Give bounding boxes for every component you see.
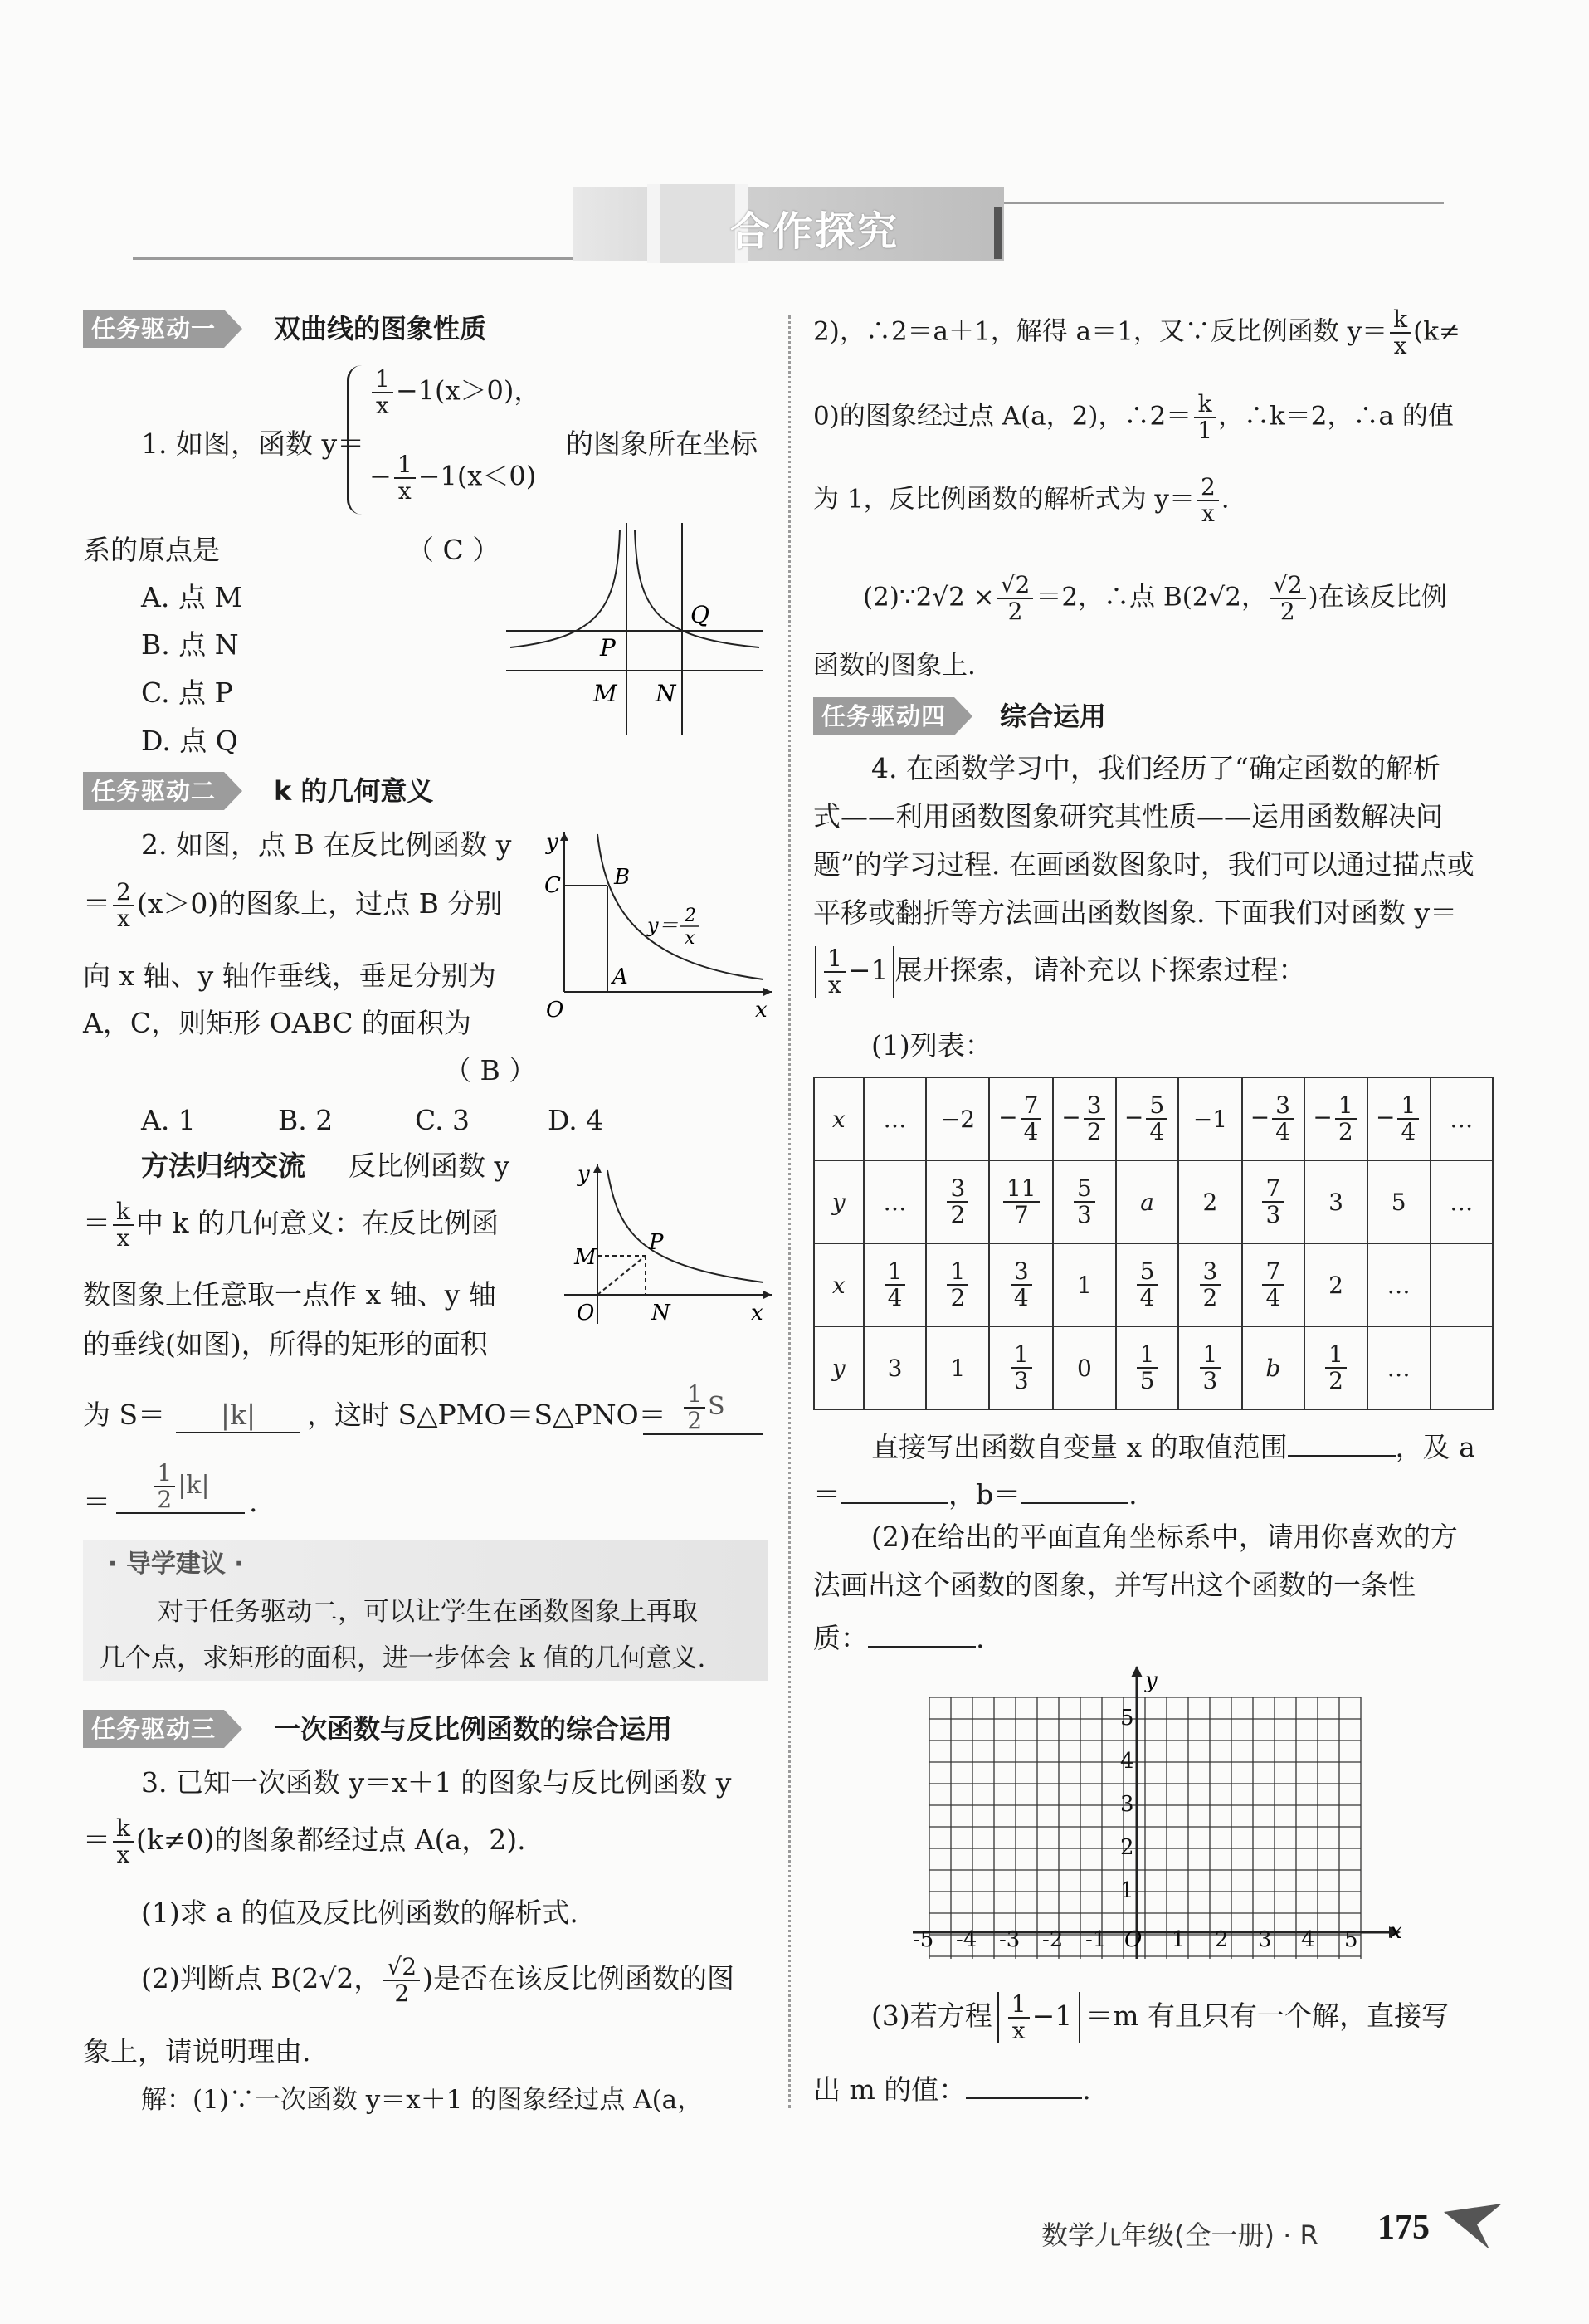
piece1: $\frac{1}{x}$ −1(x＞0)， <box>369 367 540 418</box>
table-cell <box>1431 1326 1494 1409</box>
q1-option-d: D. 点 Q <box>141 725 238 757</box>
q1-fig-q: Q <box>690 601 709 628</box>
q4-part2-line3: 质： . <box>813 1622 985 1654</box>
grid-x-tick: 2 <box>1215 1927 1229 1952</box>
q2-option-d: D. 4 <box>548 1104 604 1136</box>
q2-option-b: B. 2 <box>278 1104 334 1136</box>
sol-line2: 0)的图象经过点 A(a，2)，∴2＝ $\frac{k}{1}$ ，∴k＝2，∴a 的值 <box>813 390 1454 444</box>
q1-fig-m: M <box>593 680 617 707</box>
q1-fig-n: N <box>656 680 676 707</box>
grid-y-tick: 2 <box>1120 1835 1134 1860</box>
table-cell: 5 <box>1367 1160 1431 1243</box>
table-cell: … <box>864 1077 927 1160</box>
footer-arrow-icon <box>1444 2204 1502 2253</box>
q2-fig-eq-num: 2 <box>685 906 696 926</box>
task3-tag: 任务驱动三 <box>83 1710 224 1748</box>
q4-line5: $\frac{1}{x}$ −1 展开探索，请补充以下探索过程： <box>815 946 1305 998</box>
grid-y-tick: 1 <box>1120 1878 1134 1903</box>
grid-y-tick: 3 <box>1120 1792 1134 1817</box>
q4-line2: 式——利用函数图象研究其性质——运用函数解决问 <box>813 800 1443 832</box>
sol-line4: (2)∵2√2 × $\frac{√2}{2}$ ＝2，∴点 B(2√2， $\frac{√2}{2}$ )在该反比例 <box>863 571 1447 625</box>
task3-title: 一次函数与反比例函数的综合运用 <box>274 1713 673 1745</box>
q2-fig-o: O <box>546 998 564 1023</box>
table-cell: − $\frac{7}{4}$ <box>989 1077 1053 1160</box>
table-cell: x <box>814 1243 864 1326</box>
q1-option-a: A. 点 M <box>141 581 243 613</box>
table-cell: $\frac{5}{4}$ <box>1116 1243 1179 1326</box>
q4-after-table-1: 直接写出函数自变量 x 的取值范围 ，及 a <box>871 1431 1475 1463</box>
q2-line2: ＝ $\frac{2}{x}$ (x＞0)的图象上，过点 B 分别 <box>83 878 503 932</box>
table-cell: … <box>1367 1243 1431 1326</box>
q4-line3: 题”的学习过程. 在画函数图象时，我们可以通过描点或 <box>813 848 1474 881</box>
q2-line1: 2. 如图，点 B 在反比例函数 y <box>141 828 512 861</box>
q1-post: 的图象所在坐标 <box>566 427 758 460</box>
method-fig-p: P <box>649 1230 664 1255</box>
sol-line3: 为 1，反比例函数的解析式为 y＝ $\frac{2}{x}$ . <box>813 473 1230 527</box>
table-cell: x <box>814 1077 864 1160</box>
table-cell: $\frac{1}{5}$ <box>1116 1326 1179 1409</box>
method-fig-o: O <box>577 1301 595 1326</box>
grid-x-tick: -4 <box>956 1927 977 1952</box>
area-mid: ，这时 S△PMO＝S△PNO＝ <box>307 1399 666 1431</box>
table-cell <box>1431 1243 1494 1326</box>
q4-part2-line2: 法画出这个函数的图象，并写出这个函数的一条性 <box>813 1569 1416 1601</box>
table-row <box>814 1077 1493 1160</box>
table-cell: … <box>1431 1077 1494 1160</box>
q2-fig-eq: y＝ <box>647 914 679 937</box>
footer-page-number: 175 <box>1377 2209 1430 2247</box>
table-cell: … <box>864 1160 927 1243</box>
q3-line1: 3. 已知一次函数 y＝x＋1 的图象与反比例函数 y <box>141 1766 732 1799</box>
table-cell: −1 <box>1178 1077 1241 1160</box>
method-figure <box>539 1158 776 1332</box>
table-cell: 0 <box>1053 1326 1116 1409</box>
q2-figure <box>539 826 776 1025</box>
area-blank2: $\frac{1}{2}$ S <box>643 1382 763 1435</box>
table-cell: b <box>1242 1326 1305 1409</box>
table-cell: $\frac{1}{2}$ <box>1304 1326 1367 1409</box>
table-cell: $\frac{11}{7}$ <box>989 1160 1053 1243</box>
guide-title: · 导学建议 · <box>108 1550 244 1579</box>
q2-fig-x: x <box>755 998 768 1023</box>
q1-fig-p: P <box>600 634 616 662</box>
table-cell: 3 <box>1304 1160 1367 1243</box>
table-cell: a <box>1116 1160 1179 1243</box>
grid-x-tick: -3 <box>999 1927 1021 1952</box>
table-cell: $\frac{1}{2}$ <box>926 1243 989 1326</box>
q4-part3-line2: 出 m 的值： . <box>813 2073 1091 2106</box>
table-row <box>814 1160 1493 1243</box>
q2-answer: （ B ） <box>444 1054 537 1086</box>
table-cell: … <box>1431 1160 1494 1243</box>
q2-fig-b: B <box>614 865 631 890</box>
task2-title: k 的几何意义 <box>274 775 434 807</box>
table-cell: $\frac{3}{2}$ <box>1178 1243 1241 1326</box>
table-cell: 1 <box>1053 1243 1116 1326</box>
method-line4: 的垂线(如图)，所得的矩形的面积 <box>83 1328 488 1360</box>
coordinate-grid <box>913 1664 1402 1963</box>
grid-x-tick: -1 <box>1085 1927 1107 1952</box>
table-cell: − $\frac{1}{2}$ <box>1304 1077 1367 1160</box>
table-cell: $\frac{5}{3}$ <box>1053 1160 1116 1243</box>
grid-y-tick: 5 <box>1120 1706 1134 1731</box>
table-cell: $\frac{1}{3}$ <box>989 1326 1053 1409</box>
q4-part3-line1: (3)若方程 $\frac{1}{x}$ −1 ＝m 有且只有一个解，直接写 <box>871 1990 1450 2044</box>
banner-bar <box>994 208 1002 259</box>
table-cell: − $\frac{5}{4}$ <box>1116 1077 1179 1160</box>
q1-line2: 系的原点是 <box>83 534 220 566</box>
table-cell: 3 <box>864 1326 927 1409</box>
method-fig-x: x <box>751 1301 763 1326</box>
q2-line3: 向 x 轴、y 轴作垂线，垂足分别为 <box>83 959 496 992</box>
method-line1: 反比例函数 y <box>349 1150 510 1182</box>
method-title: 方法归纳交流 <box>141 1150 305 1182</box>
method-fig-n: N <box>651 1301 670 1326</box>
table-cell: − $\frac{3}{4}$ <box>1242 1077 1305 1160</box>
q1-option-b: B. 点 N <box>141 628 239 661</box>
q4-line4: 平移或翻折等方法画出函数图象. 下面我们对函数 y＝ <box>813 896 1458 929</box>
column-divider <box>788 315 791 2108</box>
task4-title: 综合运用 <box>1000 701 1107 732</box>
q2-fig-a: A <box>612 964 628 989</box>
q2-option-a: A. 1 <box>141 1104 196 1136</box>
q4-line1: 4. 在函数学习中，我们经历了“确定函数的解析 <box>871 752 1440 784</box>
table-cell: 2 <box>1178 1160 1241 1243</box>
q1-answer: （ C ） <box>407 534 500 566</box>
task2-tag: 任务驱动二 <box>83 772 224 810</box>
guide-line2: 几个点，求矩形的面积，进一步体会 k 值的几何意义. <box>100 1643 706 1673</box>
q2-line4: A，C，则矩形 OABC 的面积为 <box>83 1007 472 1039</box>
table-cell: −2 <box>926 1077 989 1160</box>
task1-title: 双曲线的图象性质 <box>274 313 487 344</box>
piece2: − $\frac{1}{x}$ −1(x＜0) <box>369 451 537 505</box>
method-line2: ＝ $\frac{k}{x}$ 中 k 的几何意义：在反比例函 <box>83 1198 499 1252</box>
grid-x-label: x <box>1390 1919 1402 1944</box>
table-cell: $\frac{3}{4}$ <box>989 1243 1053 1326</box>
area-period: . <box>249 1486 258 1518</box>
table-cell: $\frac{3}{2}$ <box>926 1160 989 1243</box>
task1-tag: 任务驱动一 <box>83 310 224 348</box>
table-cell: − $\frac{1}{4}$ <box>1367 1077 1431 1160</box>
sol-line1: 2)，∴2＝a＋1，解得 a＝1，又∵反比例函数 y＝ $\frac{k}{x}$ (k≠ <box>813 305 1460 359</box>
table-cell: … <box>1367 1326 1431 1409</box>
grid-x-tick: 1 <box>1172 1927 1186 1952</box>
method-line3: 数图象上任意取一点作 x 轴、y 轴 <box>83 1278 496 1311</box>
grid-x-tick: 5 <box>1344 1927 1358 1952</box>
area-blank3: $\frac{1}{2}$ |k| <box>116 1461 245 1514</box>
footer-book: 数学九年级(全一册) · R <box>1041 2219 1318 2251</box>
q3-solution-start: 解：(1)∵一次函数 y＝x＋1 的图象经过点 A(a， <box>141 2085 704 2115</box>
table-cell: $\frac{7}{4}$ <box>1242 1243 1305 1326</box>
q4-part2-line1: (2)在给出的平面直角坐标系中，请用你喜欢的方 <box>871 1521 1458 1553</box>
table-row <box>814 1326 1493 1409</box>
grid-x-tick: 4 <box>1301 1927 1315 1952</box>
q4-after-table-2: ＝ ，b＝ . <box>813 1478 1138 1511</box>
task4-tag: 任务驱动四 <box>813 697 954 735</box>
q3-part2-cont: 象上，请说明理由. <box>83 2035 311 2068</box>
table-cell: 2 <box>1304 1243 1367 1326</box>
grid-x-tick: -5 <box>913 1927 934 1952</box>
q2-fig-c: C <box>544 873 561 898</box>
table-cell: 1 <box>926 1326 989 1409</box>
banner-line-left <box>133 257 581 260</box>
q2-fig-eq-den: x <box>685 928 695 949</box>
q1-figure <box>506 515 763 739</box>
grid-x-tick: 3 <box>1258 1927 1272 1952</box>
table-cell: y <box>814 1326 864 1409</box>
q1-option-c: C. 点 P <box>141 676 233 709</box>
value-table <box>813 1077 1494 1410</box>
grid-x-tick: -2 <box>1042 1927 1064 1952</box>
table-row <box>814 1243 1493 1326</box>
grid-y-tick: 4 <box>1120 1749 1134 1774</box>
table-cell: $\frac{1}{3}$ <box>1178 1326 1241 1409</box>
q3-line2: ＝ $\frac{k}{x}$ (k≠0)的图象都经过点 A(a，2). <box>83 1814 526 1868</box>
sol-line5: 函数的图象上. <box>813 651 976 681</box>
q4-part1: (1)列表： <box>871 1029 992 1062</box>
table-cell: y <box>814 1160 864 1243</box>
area-eq: ＝ <box>83 1486 110 1518</box>
q2-option-c: C. 3 <box>415 1104 470 1136</box>
table-cell: $\frac{7}{3}$ <box>1242 1160 1305 1243</box>
q1-prefix: 1. 如图，函数 y＝ <box>141 427 365 460</box>
method-fig-y: y <box>578 1162 590 1187</box>
table-cell: − $\frac{3}{2}$ <box>1053 1077 1116 1160</box>
q3-part1: (1)求 a 的值及反比例函数的解析式. <box>141 1897 578 1929</box>
area-blank1: |k| <box>176 1399 300 1433</box>
grid-y-label: y <box>1145 1668 1158 1693</box>
q2-fig-y: y <box>546 830 558 855</box>
guide-line1: 对于任务驱动二，可以让学生在函数图象上再取 <box>158 1597 698 1627</box>
method-fig-m: M <box>574 1245 597 1270</box>
q3-part2: (2)判断点 B(2√2， $\frac{√2}{2}$ )是否在该反比例函数的图 <box>141 1953 734 2007</box>
grid-origin: O <box>1124 1927 1143 1952</box>
banner-title: 合作探究 <box>730 208 900 255</box>
area-label: 为 S＝ <box>83 1399 166 1431</box>
table-cell: $\frac{1}{4}$ <box>864 1243 927 1326</box>
banner-line-right <box>1004 202 1444 204</box>
